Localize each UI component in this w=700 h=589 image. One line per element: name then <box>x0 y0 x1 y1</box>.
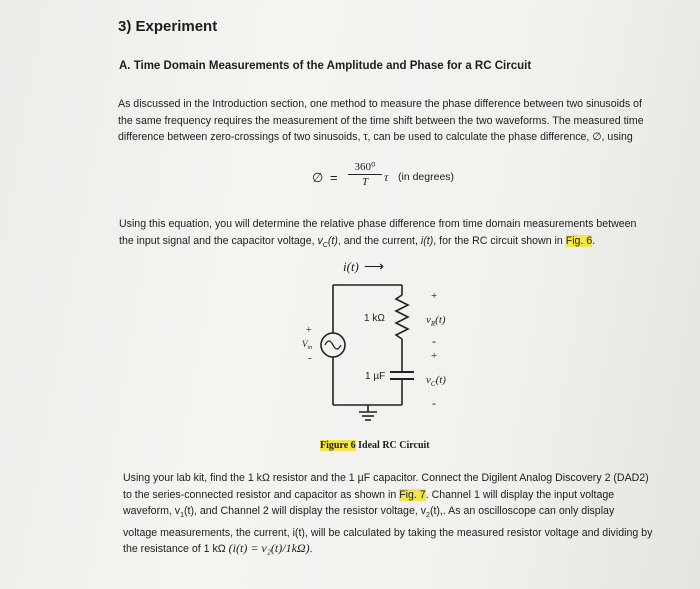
vc-symbol: v <box>317 234 323 247</box>
vin-minus: - <box>308 352 312 364</box>
lab-text-5a: the resistance of 1 kΩ <box>123 543 229 555</box>
usage-paragraph <box>119 216 636 254</box>
vc-label: $v_C(t)$ <box>426 374 446 388</box>
vc-plus: + <box>431 350 438 362</box>
usage-line-1: Using this equation, you will determine the relative phase difference from time domain measurements between <box>119 218 637 230</box>
figure-caption-label: Figure 6 <box>320 440 356 451</box>
usage-text-a: the input signal and the capacitor voltage, <box>119 234 318 247</box>
intro-line-1: As discussed in the Introduction section, one method to measure the phase difference between two sinusoids of <box>118 98 642 110</box>
usage-text-b: , and the current, <box>337 234 421 247</box>
ac-source-sine <box>325 341 341 349</box>
lab-line-2 <box>123 487 652 504</box>
equation-numerator: 360⁰ <box>348 160 382 175</box>
lab-sub-2: 2 <box>426 512 430 520</box>
vr-plus: + <box>431 290 438 302</box>
lab-text-2b: . Channel 1 will display the input voltage <box>425 488 615 501</box>
lab-paragraph <box>123 470 652 541</box>
figure-6-link[interactable]: Fig. 6 <box>565 234 593 247</box>
lab-text-3b: (t), and Channel 2 will display the resistor voltage, v <box>184 505 427 517</box>
current-label: i(t) <box>343 259 359 274</box>
equation-unit: (in degrees) <box>398 171 455 183</box>
current-formula: (i(t) = v₂(t)/1kΩ) <box>228 541 310 555</box>
usage-text-d: . <box>592 234 596 247</box>
usage-line-2 <box>119 233 636 255</box>
rc-circuit-diagram <box>280 255 460 440</box>
resistor-label: 1 kΩ <box>364 313 385 324</box>
equation-tau: τ <box>384 170 389 184</box>
equation-fraction <box>348 160 382 188</box>
vc-subscript: C <box>322 241 328 249</box>
usage-text-c: , for the RC circuit shown in <box>433 234 566 247</box>
current-arrow-icon: ⟶ <box>364 260 385 275</box>
phase-symbol: ∅ <box>312 170 324 185</box>
lab-line-1: Using your lab kit, find the 1 kΩ resistor and the 1 µF capacitor. Connect the Digilent Analog Discovery 2 (DAD2) <box>123 472 649 484</box>
vin-label: $V_{in}$ <box>302 339 313 351</box>
figure-caption <box>320 440 430 451</box>
vin-plus: + <box>306 325 312 336</box>
vr-label: $v_R(t)$ <box>426 314 446 328</box>
current-symbol: i(t) <box>420 234 434 247</box>
equation-denominator: T <box>361 176 369 188</box>
vr-minus: - <box>432 334 436 348</box>
subsection-heading: A. Time Domain Measurements of the Amplitude and Phase for a RC Circuit <box>119 60 532 72</box>
section-heading: 3) Experiment <box>118 18 218 35</box>
lab-text-5b: . <box>309 543 313 555</box>
lab-text-2a: to the series-connected resistor and capacitor as shown in <box>123 488 400 501</box>
equals-sign: = <box>330 170 338 185</box>
intro-paragraph <box>118 96 644 146</box>
lab-line-4: voltage measurements, the current, i(t), will be calculated by taking the measured resistor voltage and dividing by <box>123 526 653 539</box>
resistor-zigzag <box>396 295 408 339</box>
figure-7-link[interactable]: Fig. 7 <box>399 488 426 501</box>
vc-arg: (t) <box>327 234 338 247</box>
intro-line-2: the same frequency requires the measurement of the time shift between the two waveforms. The measured time <box>118 114 644 127</box>
lab-text-3a: waveform, v <box>123 505 181 517</box>
lab-text-3c: (t),. As an oscilloscope can only display <box>429 505 615 517</box>
capacitor-label: 1 µF <box>365 371 386 382</box>
figure-caption-text: Ideal RC Circuit <box>355 440 430 451</box>
lab-line-5 <box>123 541 313 556</box>
lab-sub-1: 1 <box>180 512 185 520</box>
lab-line-3 <box>123 503 652 525</box>
intro-line-3: difference between zero-crossings of two sinusoids, τ, can be used to calculate the phase difference, ∅, using <box>118 131 633 143</box>
vc-minus: - <box>432 396 436 410</box>
